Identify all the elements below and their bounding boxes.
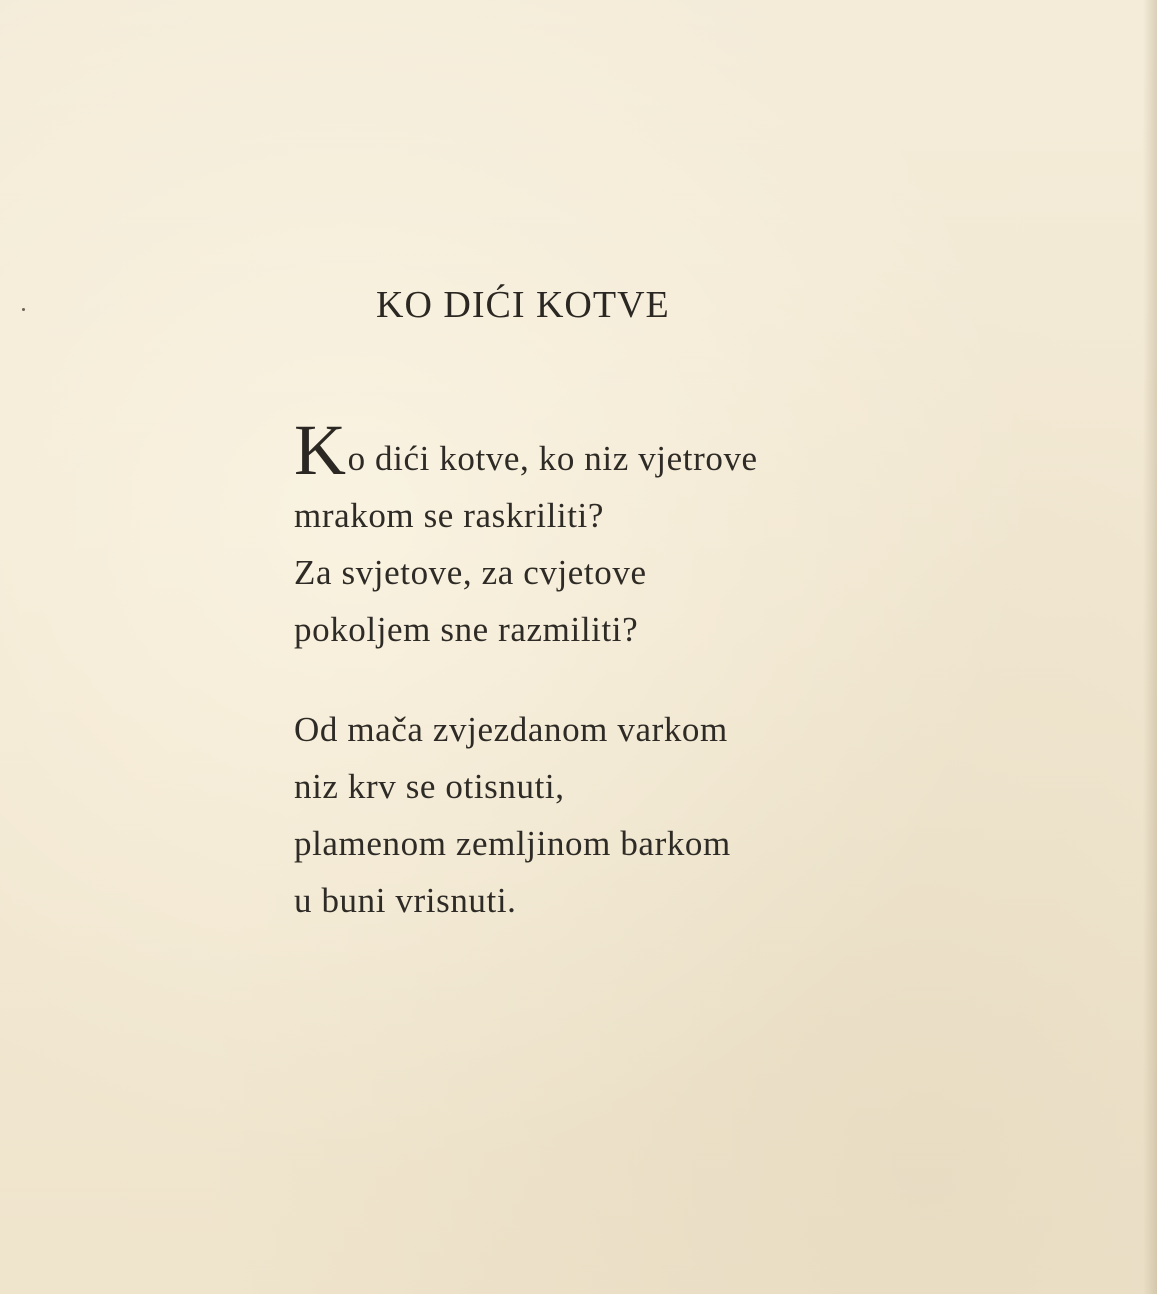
poem-line: niz krv se otisnuti, (294, 767, 565, 806)
poem-line: Od mača zvjezdanom varkom (294, 710, 728, 749)
page-edge-shadow (1143, 0, 1157, 1294)
stanza-1 (294, 410, 1054, 658)
poem-body (294, 410, 1054, 929)
poem-line: plamenom zemljinom barkom (294, 824, 731, 863)
poem-line-text: o dići kotve, ko niz vjetrove (347, 439, 758, 478)
stanza-2 (294, 701, 1054, 929)
poem-line: mrakom se raskriliti? (294, 496, 605, 535)
poem-line (294, 410, 1054, 490)
drop-cap: K (294, 410, 347, 490)
paper-speck (22, 308, 25, 311)
poem-line: Za svjetove, za cvjetove (294, 553, 647, 592)
poem-line: u buni vrisnuti. (294, 881, 517, 920)
poem-title: KO DIĆI KOTVE (376, 284, 670, 326)
poem-line: pokoljem sne razmiliti? (294, 610, 639, 649)
